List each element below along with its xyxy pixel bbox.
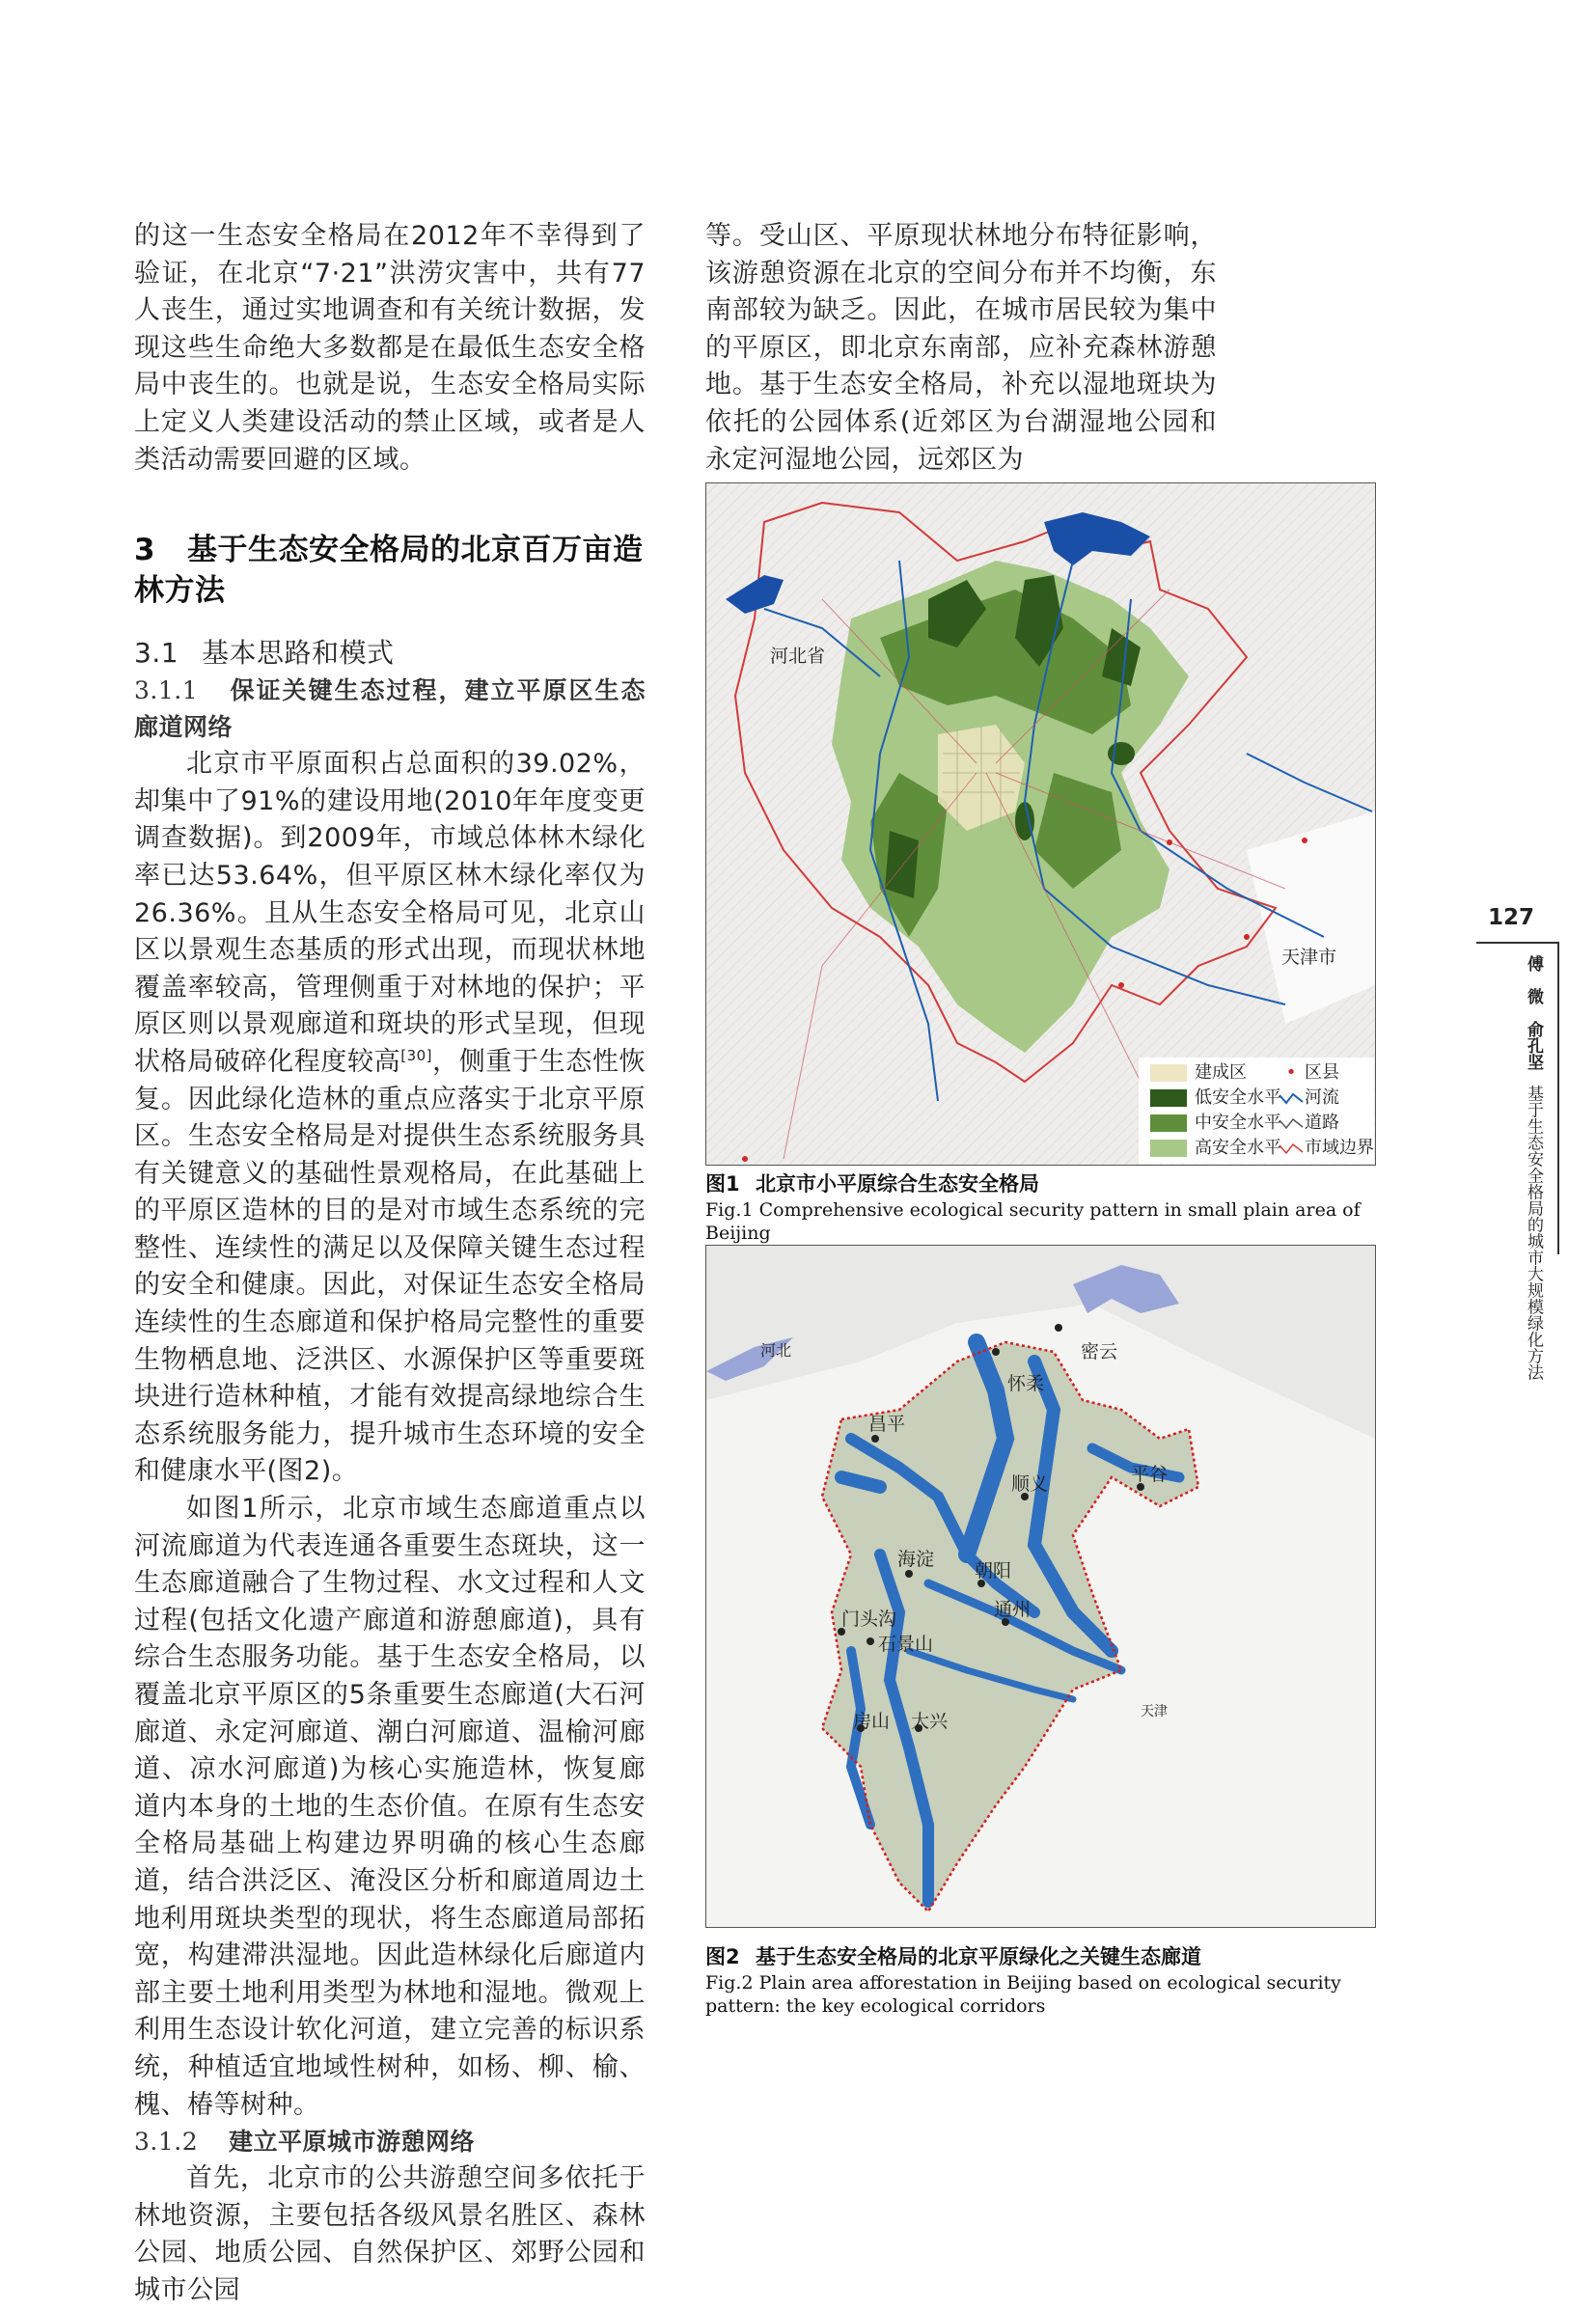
subsubsection-title: 保证关键生态过程，建立平原区生态廊道网络 [134, 676, 646, 742]
caption-zh [705, 1169, 1419, 1198]
running-title: 基于生态安全格局的城市大规模绿化方法 [1524, 1085, 1543, 1381]
figure-2-caption [705, 1942, 1419, 2018]
boundary-line-icon [1278, 1140, 1305, 1157]
subsection-title: 基本思路和模式 [202, 637, 395, 670]
figure-number: 图2 [705, 1945, 740, 1968]
label-hebei: 河北省 [770, 646, 826, 667]
subsection-heading [134, 634, 646, 673]
paragraph [134, 746, 646, 1491]
left-column [134, 218, 646, 2310]
legend-label: 道路 [1305, 1113, 1339, 1133]
legend-item-boundary [1278, 1137, 1374, 1160]
label-tianjin: 天津 [1141, 1704, 1168, 1719]
legend-label: 河流 [1305, 1087, 1339, 1108]
swatch-low [1150, 1089, 1187, 1107]
road-line-icon [1278, 1114, 1305, 1132]
label-tianjin: 天津市 [1281, 947, 1337, 968]
river-line-icon [1278, 1089, 1305, 1107]
subsubsection-heading [134, 673, 646, 746]
swatch-mid [1150, 1114, 1187, 1132]
page-number: 127 [1488, 905, 1535, 930]
label-hebei: 河北 [760, 1341, 792, 1360]
label-pinggu: 平谷 [1131, 1464, 1169, 1485]
legend-item-river [1278, 1086, 1339, 1110]
citation-ref[interactable]: [30] [400, 1046, 433, 1064]
paragraph: 等。受山区、平原现状林地分布特征影响，该游憩资源在北京的空间分布并不均衡，东南部较为缺乏。因此，在城市居民较为集中的平原区，即北京东南部，应补充森林游憩地。基于生态安全格局，补充以湿地斑块为依托的公园体系(近郊区为台湖湿地公园和永定河湿地公园，远郊区为 [705, 221, 1217, 475]
caption-en: Fig.2 Plain area afforestation in Beijing based on ecological security pattern: the key ecological corridors [705, 1972, 1341, 2017]
paragraph: 首先，北京市的公共游憩空间多依托于林地资源，主要包括各级风景名胜区、森林公园、地质公园、自然保护区、郊野公园和城市公园 [134, 2163, 646, 2305]
label-shunyi: 顺义 [1011, 1473, 1049, 1495]
label-haidian: 海淀 [897, 1549, 935, 1570]
legend-item-county [1278, 1061, 1339, 1085]
running-authors: 傅 微 俞孔坚 [1524, 955, 1543, 1070]
section-heading [134, 530, 646, 611]
caption-zh-text: 北京市小平原综合生态安全格局 [756, 1172, 1039, 1196]
label-huairou: 怀柔 [1007, 1373, 1045, 1394]
label-miyun: 密云 [1081, 1341, 1118, 1362]
paragraph: 如图1所示，北京市域生态廊道重点以河流廊道为代表连通各重要生态斑块，这一生态廊道融合了生物过程、水文过程和人文过程(包括文化遗产廊道和游憩廊道)，具有综合生态服务功能。基于生态安全格局，以覆盖北京平原区的5条重要生态廊道(大石河廊道、永定河廊道、潮白河廊道、温榆河廊道、凉水河廊道)为核心实施造林，恢复廊道内本身的土地的生态价值。在原有生态安全格局基础上构建边界明确的核心生态廊道，结合洪泛区、淹没区分析和廊道周边土地利用斑块类型的现状，将生态廊道局部拓宽，构建滞洪湿地。因此造林绿化后廊道内部主要土地利用类型为林地和湿地。微观上利用生态设计软化河道，建立完善的标识系统，种植适宜地域性树种，如杨、柳、榆、槐、椿等树种。 [134, 1494, 646, 2120]
legend-label: 低安全水平 [1195, 1087, 1281, 1108]
map-2-graphic [706, 1246, 1375, 1927]
figure-number: 图1 [705, 1172, 740, 1196]
subsubsection-title: 建立平原城市游憩网络 [229, 2128, 476, 2157]
legend-label: 建成区 [1195, 1062, 1247, 1083]
legend-item-low [1150, 1086, 1281, 1110]
caption-en: Fig.1 Comprehensive ecological security pattern in small plain area of Beijing [705, 1199, 1361, 1244]
label-mentougou: 门头沟 [841, 1609, 897, 1630]
right-column [705, 218, 1217, 479]
subsubsection-number: 3.1.1 [134, 676, 199, 705]
legend-label: 区县 [1305, 1062, 1339, 1083]
label-shijingshan: 石景山 [878, 1634, 934, 1655]
paragraph: 的这一生态安全格局在2012年不幸得到了验证，在北京“7·21”洪涝灾害中，共有77人丧生，通过实地调查和有关统计数据，发现这些生命绝大多数都是在最低生态安全格局中丧生的。也就是说，生态安全格局实际上定义人类建设活动的禁止区域，或者是人类活动需要回避的区域。 [134, 221, 646, 475]
running-header [1517, 955, 1542, 1380]
paragraph-text: ，侧重于生态性恢复。因此绿化造林的重点应落实于北京平原区。生态安全格局是对提供生态系统服务具有关键意义的基础性景观格局，在此基础上的平原区造林的目的是对市域生态系统的完整性、连续性的满足以及保障关键生态过程的安全和健康。因此，对保证生态安全格局连续性的生态廊道和保护格局完整性的重要生物栖息地、泛洪区、水源保护区等重要斑块进行造林种植，才能有效提高绿地综合生态系统服务能力，提升城市生态环境的安全和健康水平(图2)。 [134, 1046, 647, 1487]
subsubsection-heading [134, 2124, 646, 2160]
page-number-rule [1476, 942, 1557, 944]
legend-label: 市域边界 [1305, 1138, 1374, 1158]
paragraph-text: 北京市平原面积占总面积的39.02%，却集中了91%的建设用地(2010年年度变更调查数据)。到2009年，市域总体林木绿化率已达53.64%，但平原区林木绿化率仅为26.36%。且从生态安全格局可见，北京山区以景观生态基质的形式出现，而现状林地覆盖率较高，管理侧重于对林地的保护；平原区则以景观廊道和斑块的形式呈现，但现状格局破碎化程度较高 [134, 749, 646, 1077]
label-tongzhou: 通州 [994, 1599, 1032, 1620]
label-chaoyang: 朝阳 [975, 1560, 1012, 1581]
figure-1-caption [705, 1169, 1419, 1245]
figure-1-legend [1139, 1058, 1374, 1164]
county-dot-icon: • [1285, 1062, 1297, 1083]
legend-item-high [1150, 1137, 1281, 1160]
legend-item-mid [1150, 1112, 1281, 1135]
subsection-number: 3.1 [134, 637, 179, 670]
margin-vertical-rule [1557, 942, 1559, 1254]
label-fangshan: 房山 [853, 1711, 891, 1732]
legend-item-built [1150, 1061, 1247, 1085]
caption-zh-text: 基于生态安全格局的北京平原绿化之关键生态廊道 [756, 1945, 1201, 1968]
legend-label: 高安全水平 [1195, 1138, 1281, 1158]
figure-2-map [705, 1245, 1376, 1928]
section-title: 基于生态安全格局的北京百万亩造林方法 [134, 533, 644, 609]
section-number: 3 [134, 533, 156, 568]
legend-item-road [1278, 1112, 1339, 1135]
subsubsection-number: 3.1.2 [134, 2128, 199, 2157]
swatch-high [1150, 1140, 1187, 1157]
label-daxing: 大兴 [911, 1711, 949, 1732]
label-changping: 昌平 [868, 1414, 906, 1435]
swatch-built [1150, 1064, 1187, 1082]
legend-label: 中安全水平 [1195, 1113, 1281, 1133]
caption-zh [705, 1942, 1419, 1971]
